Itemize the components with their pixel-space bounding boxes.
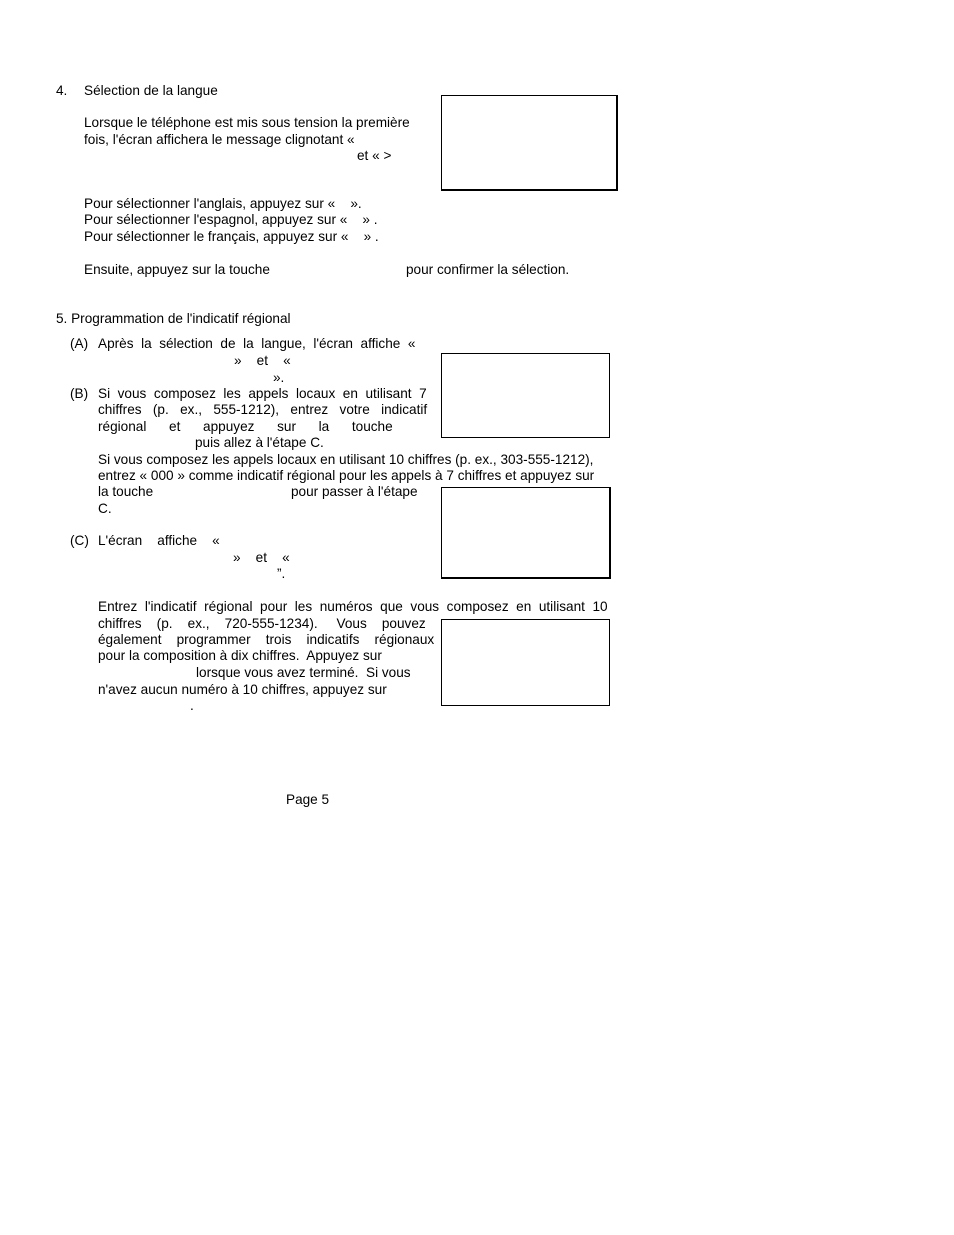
language-option-english: Pour sélectionner l'anglais, appuyez sur « ». [84, 196, 362, 211]
step-c-line: ”. [277, 566, 286, 581]
lcd-display-figure [441, 487, 611, 579]
step-c-line: » et « [233, 550, 290, 565]
step-c-paragraph-line: lorsque vous avez terminé. Si vous [196, 665, 411, 680]
section-4-intro-line: fois, l'écran affichera le message clignotant « [84, 132, 355, 147]
step-a-line: » et « [234, 353, 291, 368]
section-4-intro-line: Lorsque le téléphone est mis sous tension la première [84, 115, 410, 130]
section-4-number: 4. [56, 83, 68, 98]
section-5-title: 5. Programmation de l'indicatif régional [56, 311, 291, 326]
step-c-paragraph-line: pour la composition à dix chiffres. Appuyez sur [98, 648, 382, 663]
page-number: Page 5 [286, 792, 330, 807]
step-b-label: (B) [70, 386, 89, 401]
lcd-display-figure [441, 619, 610, 706]
confirm-instruction-start: Ensuite, appuyez sur la touche [84, 262, 270, 277]
step-c-label: (C) [70, 533, 89, 548]
step-b-line: pour passer à l'étape [291, 484, 418, 499]
step-c-paragraph-line: chiffres (p. ex., 720-555-1234). Vous pouvez [98, 616, 426, 631]
step-b-line: régional et appuyez sur la touche [98, 419, 393, 434]
section-4-intro-line: et « > [357, 148, 392, 163]
step-c-paragraph-line: également programmer trois indicatifs régionaux [98, 632, 435, 647]
step-c-line: L'écran affiche « [98, 533, 220, 548]
step-b-line: Si vous composez les appels locaux en utilisant 10 chiffres (p. ex., 303-555-1212), [98, 452, 594, 467]
confirm-instruction-end: pour confirmer la sélection. [406, 262, 570, 277]
step-b-line: la touche [98, 484, 154, 499]
step-c-paragraph-line: . [190, 698, 194, 713]
step-a-line: Après la sélection de la langue, l'écran affiche « [98, 336, 416, 351]
step-b-line: chiffres (p. ex., 555-1212), entrez votre indicatif [98, 402, 428, 417]
lcd-display-figure [441, 95, 618, 191]
step-b-line: C. [98, 501, 112, 516]
step-a-label: (A) [70, 336, 89, 351]
step-c-paragraph-line: Entrez l'indicatif régional pour les numéros que vous composez en utilisant 10 [98, 599, 608, 614]
step-c-paragraph-line: n'avez aucun numéro à 10 chiffres, appuyez sur [98, 682, 387, 697]
step-b-line: Si vous composez les appels locaux en utilisant 7 [98, 386, 427, 401]
language-option-french: Pour sélectionner le français, appuyez sur « » . [84, 229, 379, 244]
lcd-display-figure [441, 353, 610, 438]
step-b-line: puis allez à l'étape C. [195, 435, 324, 450]
language-option-spanish: Pour sélectionner l'espagnol, appuyez sur « » . [84, 212, 378, 227]
step-a-line: ». [273, 370, 285, 385]
step-b-line: entrez « 000 » comme indicatif régional pour les appels à 7 chiffres et appuyez sur [98, 468, 595, 483]
section-4-title: Sélection de la langue [84, 83, 218, 98]
